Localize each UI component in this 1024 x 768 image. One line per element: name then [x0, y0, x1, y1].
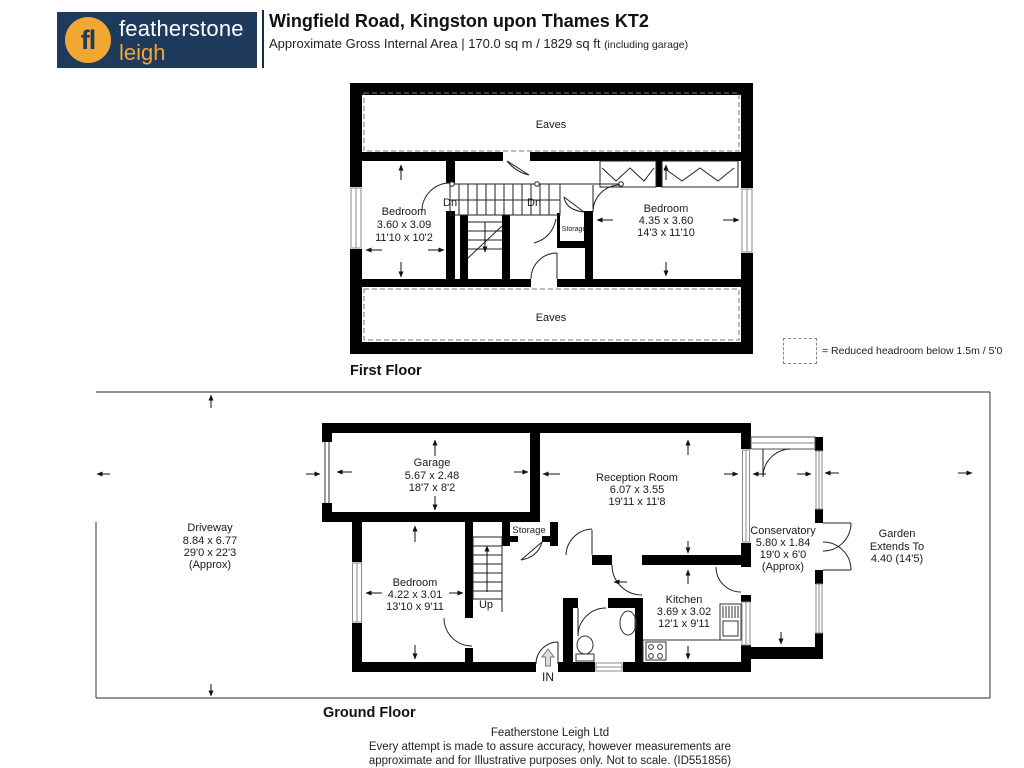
toilet-icon	[577, 636, 593, 654]
gf-bedroom-name: Bedroom	[392, 577, 438, 589]
entrance-in-label: IN	[542, 670, 554, 684]
reception-metric: 6.07 x 3.55	[609, 484, 665, 496]
conservatory-name: Conservatory	[750, 525, 816, 537]
ff-bedroom-left-imperial: 11'10 x 10'2	[375, 232, 433, 244]
kitchen-metric: 3.69 x 3.02	[656, 606, 712, 618]
gf-bedroom-imperial: 13'10 x 9'11	[386, 601, 444, 613]
conservatory-metric: 5.80 x 1.84	[755, 537, 811, 549]
first-floor-caption: First Floor	[350, 363, 422, 379]
driveway-metric: 8.84 x 6.77	[182, 535, 238, 547]
garage-imperial: 18'7 x 8'2	[408, 482, 456, 494]
garden-line2: Extends To	[869, 541, 925, 553]
gf-bedroom-metric: 4.22 x 3.01	[387, 589, 443, 601]
footer-disclaimer-line1: Every attempt is made to assure accuracy, however measurements are	[368, 741, 732, 754]
ff-bedroom-right-imperial: 14'3 x 11'10	[637, 227, 695, 239]
garage-name: Garage	[413, 457, 451, 469]
conservatory-imperial: 19'0 x 6'0	[759, 549, 807, 561]
area-note: (including garage)	[604, 39, 689, 51]
driveway-note: (Approx)	[188, 559, 232, 571]
footer-disclaimer-line2: approximate and for Illustrative purposes only. Not to scale. (ID551856)	[368, 755, 732, 768]
stairs-dn-left-label: Dn	[443, 197, 458, 209]
entrance-arrow-icon	[542, 649, 554, 666]
kitchen-name: Kitchen	[665, 594, 703, 606]
footer-company: Featherstone Leigh Ltd	[490, 727, 610, 739]
first-floor-labels	[375, 119, 695, 324]
sink-icon	[620, 611, 636, 635]
first-floor-plan	[349, 83, 754, 354]
ground-floor-caption: Ground Floor	[323, 705, 416, 721]
garage-metric: 5.67 x 2.48	[404, 470, 460, 482]
eaves-top-label: Eaves	[535, 119, 567, 131]
ff-bedroom-right-metric: 4.35 x 3.60	[638, 215, 694, 227]
ff-bedroom-left-metric: 3.60 x 3.09	[376, 219, 432, 231]
reception-name: Reception Room	[596, 472, 678, 484]
conservatory-note: (Approx)	[761, 561, 805, 573]
ff-bedroom-left-name: Bedroom	[381, 206, 427, 218]
eaves-bottom-label: Eaves	[535, 312, 567, 324]
driveway-name: Driveway	[187, 522, 233, 534]
garden-line1: Garden	[878, 528, 916, 540]
stairs-up-label: Up	[478, 599, 494, 611]
ff-storage-label: Storage	[561, 226, 587, 233]
driveway-imperial: 29'0 x 22'3	[183, 547, 237, 559]
logo-name-line1: featherstone	[119, 16, 244, 41]
logo-name-line2: leigh	[119, 40, 166, 65]
kitchen-imperial: 12'1 x 9'11	[658, 618, 710, 630]
area-text: Approximate Gross Internal Area | 170.0 sq m / 1829 sq ft	[269, 36, 601, 51]
bathroom-fixtures	[576, 611, 636, 661]
ff-bedroom-right-name: Bedroom	[643, 203, 689, 215]
ground-floor-plan	[96, 392, 990, 698]
gf-storage-label: Storage	[512, 525, 546, 536]
garden-line3: 4.40 (14'5)	[870, 553, 924, 565]
stairs-dn-right-label: Dn	[527, 197, 542, 209]
garage-door	[325, 442, 329, 503]
footer	[112, 726, 988, 768]
page-title: Wingfield Road, Kingston upon Thames KT2	[269, 11, 649, 31]
reception-imperial: 19'11 x 11'8	[608, 496, 666, 508]
legend-reduced-headroom-box	[783, 338, 817, 364]
legend-text: = Reduced headroom below 1.5m / 5'0	[822, 345, 1003, 357]
logo-initials: fl	[80, 24, 96, 55]
